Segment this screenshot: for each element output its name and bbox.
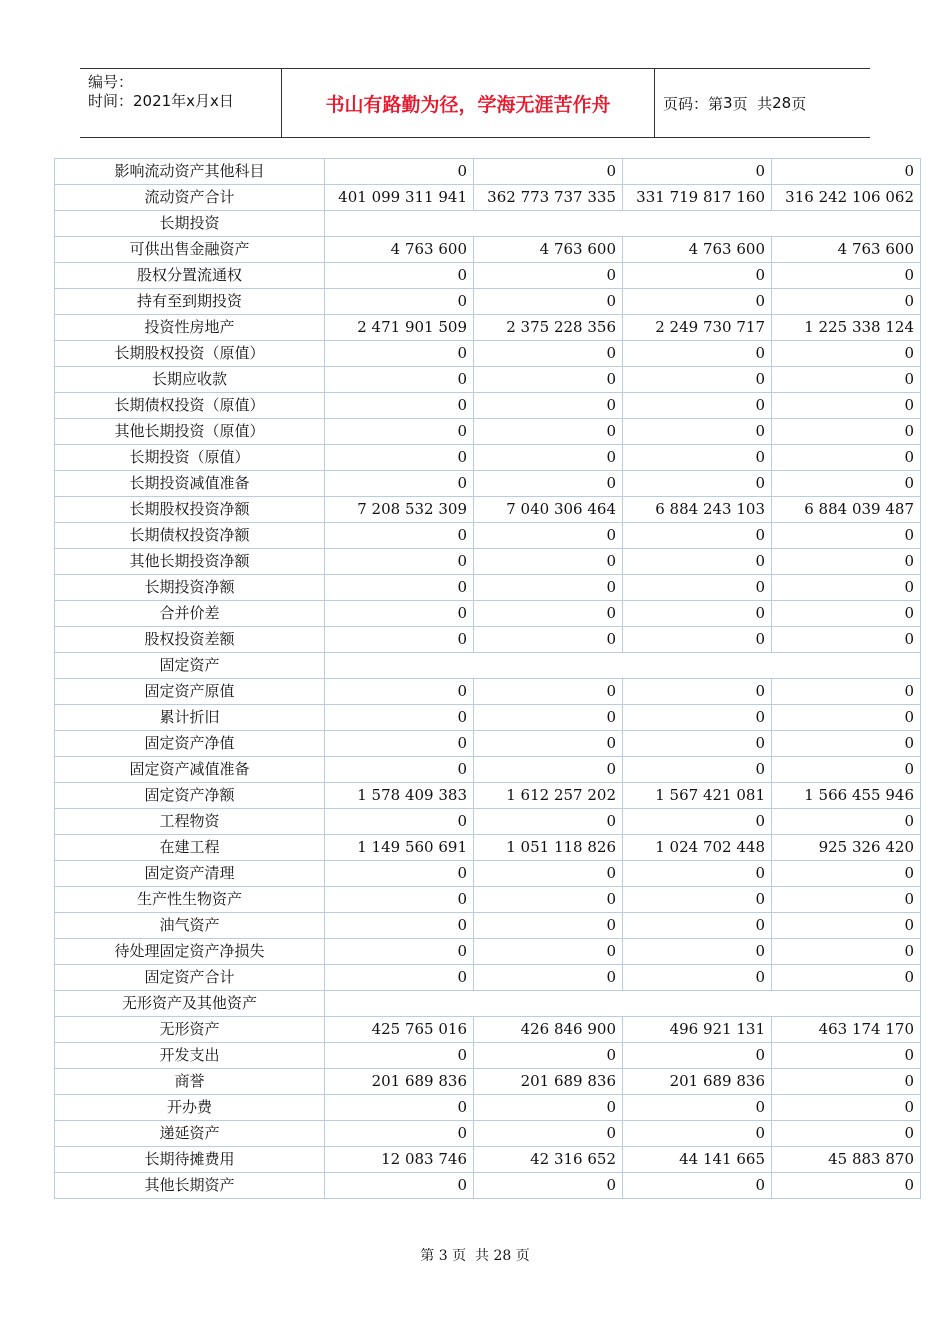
value-cell: 0 <box>772 341 921 367</box>
page-mid: 页 共 <box>732 94 773 113</box>
value-cell: 0 <box>325 887 474 913</box>
value-cell: 362 773 737 335 <box>474 185 623 211</box>
row-label: 其他长期投资（原值） <box>55 419 325 445</box>
table-body <box>55 159 921 1199</box>
value-cell: 0 <box>325 1043 474 1069</box>
value-cell: 0 <box>623 367 772 393</box>
row-label: 开发支出 <box>55 1043 325 1069</box>
table-row <box>55 601 921 627</box>
value-cell: 0 <box>772 913 921 939</box>
value-cell: 42 316 652 <box>474 1147 623 1173</box>
value-cell: 0 <box>623 939 772 965</box>
value-cell: 0 <box>772 731 921 757</box>
value-cell: 0 <box>623 445 772 471</box>
value-cell: 0 <box>325 341 474 367</box>
value-cell: 1 225 338 124 <box>772 315 921 341</box>
value-cell: 0 <box>623 1043 772 1069</box>
value-cell: 1 567 421 081 <box>623 783 772 809</box>
row-label: 固定资产原值 <box>55 679 325 705</box>
row-label: 累计折旧 <box>55 705 325 731</box>
value-cell: 0 <box>325 575 474 601</box>
header-page-number <box>663 69 806 137</box>
row-label: 流动资产合计 <box>55 185 325 211</box>
value-cell: 0 <box>325 419 474 445</box>
value-cell: 1 566 455 946 <box>772 783 921 809</box>
value-cell: 0 <box>474 523 623 549</box>
value-cell: 925 326 420 <box>772 835 921 861</box>
value-cell: 331 719 817 160 <box>623 185 772 211</box>
footer-prefix: 第 <box>420 1248 435 1264</box>
row-label: 工程物资 <box>55 809 325 835</box>
table-row <box>55 367 921 393</box>
value-cell: 0 <box>325 367 474 393</box>
value-cell: 0 <box>772 965 921 991</box>
value-cell: 426 846 900 <box>474 1017 623 1043</box>
value-cell: 0 <box>772 419 921 445</box>
value-cell: 0 <box>474 887 623 913</box>
value-cell: 0 <box>325 601 474 627</box>
table-row <box>55 887 921 913</box>
value-cell: 1 149 560 691 <box>325 835 474 861</box>
value-cell: 0 <box>474 627 623 653</box>
table-row <box>55 289 921 315</box>
page-suffix: 页 <box>791 94 807 113</box>
value-cell: 0 <box>325 523 474 549</box>
value-cell: 0 <box>474 575 623 601</box>
value-cell: 4 763 600 <box>474 237 623 263</box>
value-cell: 0 <box>772 1043 921 1069</box>
value-cell: 7 208 532 309 <box>325 497 474 523</box>
value-cell: 0 <box>623 523 772 549</box>
table-row <box>55 965 921 991</box>
value-cell: 0 <box>772 1069 921 1095</box>
row-label: 长期待摊费用 <box>55 1147 325 1173</box>
value-cell: 0 <box>623 757 772 783</box>
value-cell: 0 <box>325 1173 474 1199</box>
row-label: 生产性生物资产 <box>55 887 325 913</box>
value-cell: 0 <box>772 887 921 913</box>
page-footer <box>0 1246 950 1266</box>
row-label: 投资性房地产 <box>55 315 325 341</box>
row-label: 长期投资净额 <box>55 575 325 601</box>
section-blank-cell <box>325 653 921 679</box>
row-label: 长期投资 <box>55 211 325 237</box>
footer-suffix: 页 <box>515 1248 530 1264</box>
value-cell: 0 <box>772 289 921 315</box>
value-cell: 0 <box>623 861 772 887</box>
table-row <box>55 419 921 445</box>
value-cell: 2 249 730 717 <box>623 315 772 341</box>
value-cell: 0 <box>772 861 921 887</box>
value-cell: 201 689 836 <box>474 1069 623 1095</box>
value-cell: 425 765 016 <box>325 1017 474 1043</box>
value-cell: 401 099 311 941 <box>325 185 474 211</box>
value-cell: 0 <box>474 939 623 965</box>
page-header <box>80 68 870 138</box>
value-cell: 0 <box>623 965 772 991</box>
value-cell: 0 <box>623 627 772 653</box>
document-number: 编号： <box>88 73 134 91</box>
table-row <box>55 1095 921 1121</box>
table-row <box>55 913 921 939</box>
value-cell: 0 <box>325 939 474 965</box>
value-cell: 4 763 600 <box>772 237 921 263</box>
table-row <box>55 575 921 601</box>
value-cell: 0 <box>623 705 772 731</box>
table-row <box>55 523 921 549</box>
table-row <box>55 1043 921 1069</box>
value-cell: 0 <box>623 1095 772 1121</box>
row-label: 商誉 <box>55 1069 325 1095</box>
value-cell: 0 <box>772 679 921 705</box>
value-cell: 0 <box>772 757 921 783</box>
value-cell: 0 <box>325 913 474 939</box>
table-row <box>55 835 921 861</box>
table-row <box>55 211 921 237</box>
balance-sheet-table <box>54 158 921 1199</box>
value-cell: 0 <box>474 965 623 991</box>
table-row <box>55 1017 921 1043</box>
page-prefix: 页码：第 <box>663 94 724 113</box>
table-row <box>55 679 921 705</box>
value-cell: 0 <box>623 1173 772 1199</box>
value-cell: 7 040 306 464 <box>474 497 623 523</box>
value-cell: 0 <box>623 1121 772 1147</box>
value-cell: 0 <box>623 601 772 627</box>
row-label: 在建工程 <box>55 835 325 861</box>
row-label: 可供出售金融资产 <box>55 237 325 263</box>
row-label: 长期股权投资净额 <box>55 497 325 523</box>
value-cell: 0 <box>474 549 623 575</box>
value-cell: 0 <box>325 549 474 575</box>
value-cell: 0 <box>772 445 921 471</box>
table-row <box>55 991 921 1017</box>
row-label: 固定资产合计 <box>55 965 325 991</box>
value-cell: 0 <box>325 861 474 887</box>
header-meta <box>88 73 280 133</box>
value-cell: 0 <box>474 341 623 367</box>
table-row <box>55 263 921 289</box>
row-label: 合并价差 <box>55 601 325 627</box>
value-cell: 0 <box>474 419 623 445</box>
row-label: 股权投资差额 <box>55 627 325 653</box>
value-cell: 463 174 170 <box>772 1017 921 1043</box>
table-row <box>55 237 921 263</box>
value-cell: 0 <box>474 861 623 887</box>
value-cell: 2 471 901 509 <box>325 315 474 341</box>
value-cell: 0 <box>474 913 623 939</box>
value-cell: 0 <box>623 887 772 913</box>
value-cell: 0 <box>772 575 921 601</box>
row-label: 长期债权投资（原值） <box>55 393 325 419</box>
value-cell: 0 <box>772 471 921 497</box>
row-label: 长期股权投资（原值） <box>55 341 325 367</box>
value-cell: 0 <box>474 809 623 835</box>
section-blank-cell <box>325 991 921 1017</box>
value-cell: 0 <box>772 705 921 731</box>
value-cell: 0 <box>623 419 772 445</box>
value-cell: 0 <box>474 471 623 497</box>
row-label: 长期投资（原值） <box>55 445 325 471</box>
header-divider <box>654 69 655 137</box>
row-label: 无形资产及其他资产 <box>55 991 325 1017</box>
value-cell: 0 <box>474 1043 623 1069</box>
value-cell: 0 <box>474 1173 623 1199</box>
value-cell: 0 <box>623 471 772 497</box>
value-cell: 0 <box>772 367 921 393</box>
value-cell: 0 <box>474 1095 623 1121</box>
footer-current: 3 <box>438 1248 448 1264</box>
value-cell: 0 <box>325 731 474 757</box>
value-cell: 0 <box>623 341 772 367</box>
value-cell: 316 242 106 062 <box>772 185 921 211</box>
table-row <box>55 783 921 809</box>
value-cell: 0 <box>474 289 623 315</box>
row-label: 固定资产 <box>55 653 325 679</box>
value-cell: 0 <box>474 445 623 471</box>
row-label: 影响流动资产其他科目 <box>55 159 325 185</box>
value-cell: 6 884 243 103 <box>623 497 772 523</box>
table-row <box>55 471 921 497</box>
value-cell: 0 <box>325 705 474 731</box>
value-cell: 0 <box>772 523 921 549</box>
value-cell: 0 <box>474 679 623 705</box>
value-cell: 0 <box>325 1121 474 1147</box>
value-cell: 1 051 118 826 <box>474 835 623 861</box>
value-cell: 0 <box>772 1173 921 1199</box>
value-cell: 0 <box>325 289 474 315</box>
table-row <box>55 809 921 835</box>
table-row <box>55 939 921 965</box>
value-cell: 0 <box>623 263 772 289</box>
row-label: 待处理固定资产净损失 <box>55 939 325 965</box>
value-cell: 496 921 131 <box>623 1017 772 1043</box>
row-label: 其他长期资产 <box>55 1173 325 1199</box>
table-row <box>55 1147 921 1173</box>
table-row <box>55 315 921 341</box>
value-cell: 0 <box>772 159 921 185</box>
value-cell: 0 <box>623 393 772 419</box>
value-cell: 0 <box>772 809 921 835</box>
value-cell: 6 884 039 487 <box>772 497 921 523</box>
value-cell: 201 689 836 <box>325 1069 474 1095</box>
value-cell: 0 <box>623 159 772 185</box>
row-label: 递延资产 <box>55 1121 325 1147</box>
value-cell: 4 763 600 <box>325 237 474 263</box>
row-label: 长期投资减值准备 <box>55 471 325 497</box>
value-cell: 0 <box>325 965 474 991</box>
value-cell: 12 083 746 <box>325 1147 474 1173</box>
table-row <box>55 393 921 419</box>
value-cell: 1 612 257 202 <box>474 783 623 809</box>
table-row <box>55 757 921 783</box>
table-row <box>55 185 921 211</box>
value-cell: 0 <box>772 601 921 627</box>
table-row <box>55 549 921 575</box>
document-date: 时间：2021年x月x日 <box>88 92 234 110</box>
value-cell: 0 <box>325 159 474 185</box>
value-cell: 0 <box>623 289 772 315</box>
row-label: 固定资产清理 <box>55 861 325 887</box>
page-current: 3 <box>723 94 733 112</box>
value-cell: 2 375 228 356 <box>474 315 623 341</box>
value-cell: 0 <box>474 367 623 393</box>
footer-mid: 页 共 <box>452 1248 489 1264</box>
row-label: 油气资产 <box>55 913 325 939</box>
value-cell: 0 <box>474 1121 623 1147</box>
value-cell: 201 689 836 <box>623 1069 772 1095</box>
value-cell: 44 141 665 <box>623 1147 772 1173</box>
value-cell: 0 <box>772 1121 921 1147</box>
value-cell: 0 <box>772 627 921 653</box>
table-row <box>55 861 921 887</box>
table-row <box>55 341 921 367</box>
value-cell: 0 <box>623 913 772 939</box>
row-label: 固定资产减值准备 <box>55 757 325 783</box>
value-cell: 0 <box>474 601 623 627</box>
value-cell: 0 <box>325 627 474 653</box>
value-cell: 0 <box>623 575 772 601</box>
table-row <box>55 731 921 757</box>
value-cell: 0 <box>474 393 623 419</box>
value-cell: 0 <box>325 809 474 835</box>
section-blank-cell <box>325 211 921 237</box>
value-cell: 0 <box>623 679 772 705</box>
table-row <box>55 497 921 523</box>
row-label: 开办费 <box>55 1095 325 1121</box>
value-cell: 0 <box>772 393 921 419</box>
value-cell: 0 <box>623 731 772 757</box>
value-cell: 0 <box>325 1095 474 1121</box>
row-label: 长期应收款 <box>55 367 325 393</box>
value-cell: 4 763 600 <box>623 237 772 263</box>
table-row <box>55 653 921 679</box>
table-row <box>55 627 921 653</box>
row-label: 长期债权投资净额 <box>55 523 325 549</box>
value-cell: 1 578 409 383 <box>325 783 474 809</box>
value-cell: 0 <box>325 263 474 289</box>
value-cell: 0 <box>474 757 623 783</box>
value-cell: 0 <box>772 939 921 965</box>
row-label: 股权分置流通权 <box>55 263 325 289</box>
value-cell: 0 <box>623 549 772 575</box>
value-cell: 0 <box>325 445 474 471</box>
value-cell: 0 <box>623 809 772 835</box>
row-label: 无形资产 <box>55 1017 325 1043</box>
row-label: 固定资产净额 <box>55 783 325 809</box>
footer-total: 28 <box>493 1248 512 1264</box>
value-cell: 0 <box>772 1095 921 1121</box>
row-label: 持有至到期投资 <box>55 289 325 315</box>
table-row <box>55 1069 921 1095</box>
table-row <box>55 445 921 471</box>
value-cell: 1 024 702 448 <box>623 835 772 861</box>
value-cell: 0 <box>325 679 474 705</box>
header-slogan: 书山有路勤为径，学海无涯苦作舟 <box>325 93 611 116</box>
value-cell: 0 <box>474 731 623 757</box>
value-cell: 0 <box>772 549 921 575</box>
value-cell: 45 883 870 <box>772 1147 921 1173</box>
table-row <box>55 705 921 731</box>
table-row <box>55 1173 921 1199</box>
row-label: 其他长期投资净额 <box>55 549 325 575</box>
value-cell: 0 <box>474 159 623 185</box>
value-cell: 0 <box>325 393 474 419</box>
value-cell: 0 <box>474 263 623 289</box>
value-cell: 0 <box>772 263 921 289</box>
table-row <box>55 1121 921 1147</box>
table-row <box>55 159 921 185</box>
row-label: 固定资产净值 <box>55 731 325 757</box>
value-cell: 0 <box>474 705 623 731</box>
page-total: 28 <box>772 94 792 112</box>
value-cell: 0 <box>325 471 474 497</box>
value-cell: 0 <box>325 757 474 783</box>
